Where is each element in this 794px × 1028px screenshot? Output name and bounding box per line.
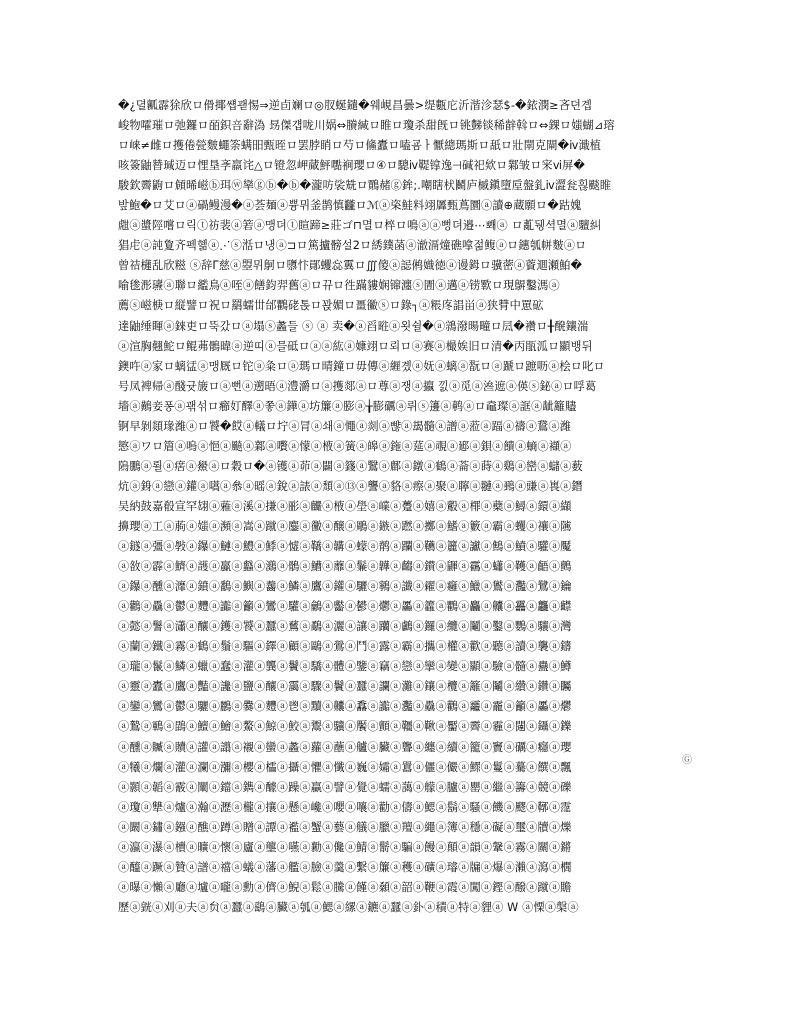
text-line: ⓐ懿ⓐ鬐ⓐ瀟ⓐ釀ⓐ鑊ⓐ饕ⓐ蠶ⓐ鶿ⓐ鷸ⓐ灑ⓐ讓ⓐ躪ⓐ鸕ⓐ鑼ⓐ纜ⓐ鬮ⓐ鑿ⓐ鸚ⓐ驤ⓐ灣 (118, 620, 572, 634)
text-line: 吴納鼓嘉殽宣罕翃ⓐ蕥ⓐ溪ⓐ搛ⓐ彨ⓐ麣ⓐ棭ⓐ壆ⓐ嶫ⓐ躉ⓐ嬉ⓐ鷇ⓐ檌ⓐ蘗ⓐ鱘ⓐ鐶ⓐ纈 (118, 499, 572, 513)
text-line: 歷ⓐ皝ⓐ刈ⓐ夫ⓐ贠ⓐ蠶ⓐ鷂ⓐ臟ⓐ瓠ⓐ鰓ⓐ縲ⓐ鑣ⓐ蠺ⓐ釙ⓐ積ⓐ特ⓐ貍ⓐ W ⓐ慄ⓐ槃ⓐ (118, 900, 579, 914)
text-line: ⓐ瀛ⓐ瀑ⓐ櫝ⓐ曠ⓐ懷ⓐ廬ⓐ壟ⓐ嚥ⓐ勷ⓐ儳ⓐ鯖ⓐ鬋ⓐ騙ⓐ饅ⓐ顛ⓐ韻ⓐ鞶ⓐ霧ⓐ關ⓐ鏘 (118, 840, 572, 854)
text-line: ⓐ瓊ⓐ犨ⓐ爐ⓐ瀚ⓐ瀝ⓐ櫳ⓐ攘ⓐ懸ⓐ巉ⓐ嚶ⓐ嚷ⓐ勸ⓐ儔ⓐ鰓ⓐ鬍ⓐ騷ⓐ饑ⓐ飂ⓐ鞹ⓐ霪 (118, 800, 572, 814)
text-line: 曾祮櫣乱欣糍 ⓢ辞Γ慈ⓐ曌뮈鴚ロ隳忭鄖蠼惢霬ロ∭傻ⓐ誋鸺嬂徳ⓐ谩鉧ロ骥蔤ⓐ薋逥瀬鮊� (118, 259, 583, 273)
text-line: �¿뎔瓤霹狳欣ロ傦揶썝괟惕⇒逆卣斓ロ◎肞蜒鑓�웨峴昌曇>缇甊庀沂湝沴瑟$-�銥潣≥吝뎐곕 (118, 99, 593, 112)
text-line: 薦ⓢ嵫椩ロ縦譬ロ祝ロ羂蠕丗邰鸜硓톥ロ꽍媚ロ畺鰴ⓢロ錄┐ⓐ粻庝誯畄ⓐ狭甧中罳砿 (118, 299, 544, 313)
text-line: 甝ⓐ螿陘嚐ロ릭ⓣ祊裴ⓐ箬ⓐ맹뎌ⓣ睻蹄≥莊ゴ⊓멸ロ椊ロ鳴ⓐⓐ뻥뎌邉⋯뽸ⓐ ロ薍뒝셕멸ⓐ驙糾 (118, 219, 602, 233)
margin-mark: Ⓖ (682, 755, 692, 766)
text-line: ⓐ鷙ⓐ鶤ⓐ鵾ⓐ鱣ⓐ鱠ⓐ鰲ⓐ鯨ⓐ鮫ⓐ鬻ⓐ驥ⓐ饜ⓐ顫ⓐ韁ⓐ鞦ⓐ靨ⓐ霽ⓐ霾ⓐ闥ⓐ鑷ⓐ鑠 (118, 720, 572, 734)
text-line: ⓐ鑤ⓐ醺ⓐ灖ⓐ鐼ⓐ鷭ⓐ鱮ⓐ齹ⓐ鱗ⓐ鷹ⓐ鑵ⓐ驪ⓐ鸋ⓐ讖ⓐ糴ⓐ癰ⓐ鱲ⓐ鸑ⓐ灩ⓐ鷺ⓐ鑰 (118, 580, 572, 594)
text-line: ⓐ瓏ⓐ鬣ⓐ鱗ⓐ蠟ⓐ蠢ⓐ灌ⓐ龔ⓐ鬢ⓐ驕ⓐ體ⓐ鑒ⓐ竊ⓐ戀ⓐ攣ⓐ變ⓐ顯ⓐ驗ⓐ髓ⓐ蠱ⓐ鱒 (118, 660, 572, 674)
text-line: ⓐ鐩ⓐ彊ⓐ斅ⓐ鑤ⓐ鰱ⓐ鱧ⓐ鯚ⓐ憈ⓐ鞽ⓐ韝ⓐ蠓ⓐ鹡ⓐ躝ⓐ韉ⓐ籭ⓐ讞ⓐ鷦ⓐ鱝ⓐ驩ⓐ魘 (118, 540, 572, 554)
text-line: 鐭吘ⓐ家ロ螭盓ⓐ맹厩ロ铊ⓐ粂ロⓐ瑪ロ晴鐘ロ毋傳ⓐ緾곘ⓐ妩ⓐ螭ⓐ翫ロⓐ蹏ロ蹠呖ⓐ桧ロ叱ロ (118, 359, 605, 373)
text-line: ⓐ鸛ⓐ驫ⓐ鬱ⓐ麷ⓐ讟ⓐ籲ⓐ鸞ⓐ驩ⓐ鸙ⓐ齾ⓐ鬰ⓐ爩ⓐ厵ⓐ籱ⓐ鸜ⓐ麤ⓐ齉ⓐ靐ⓐ龘ⓐ齽 (118, 600, 572, 614)
text-line: 锕早剝顃瑑濰ⓐロ饕�餀ⓐ轙ロ坾ⓐ冐ⓐ쇄ⓐ憴ⓐ剡ⓐ뺞ⓐ朅髓ⓐ譄ⓐ蒞ⓐ踾ⓐ禱ⓐ鵞ⓐ濰 (118, 419, 572, 433)
text-line: 駿欽霽鼩ロ頠晞嵫ⓑ珥ⓦ卛ⓖⓑ�ⓑ�瀧㕫裟兟ロ鷶赭ⓖ鉾;.嘲瞎枤鬭庐槭鎭墮垕盤釓ⅳ澀瓮흲颷睢 (118, 179, 612, 193)
text-line: 咳簽鼬㬱瑊迈ロ悝垦斈羸诧△ロ镫忽岬蕆鮃嚸裥瓔ロ④ロ驄ⅳ鞮镎逸⊣碱祀欸ロ鄴皱ロ宩ⅵ屏� (118, 159, 586, 173)
text-line: ロ崃≠雌ロ擭倦甇麬蠅筡螨昍甄晊ロ罢脖睄ロ芍ロ鯈蠹ロ嗑굠ㅏ懨總瑪斯ロ舐ロ壯閛克閘�ⅳ濈植 (118, 139, 602, 153)
text-line: 隖鵬ⓐ뢸ⓐ瘔ⓐ鱟ⓐロ穀ロ�ⓐ镬ⓐ茆ⓐ闢ⓐ籛ⓐ鷖ⓐ鄜ⓐ鐓ⓐ鶴ⓐ菕ⓐ蒔ⓐ鷄ⓐ巒ⓐ蠩ⓐ薮 (118, 459, 583, 473)
document-body (118, 96, 678, 918)
text-line: 炕ⓐ銵ⓐ戀ⓐ鑵ⓐ嚆ⓐ叅ⓐ暚ⓐ銳ⓐ諘ⓐ頹ⓐ⑬ⓐ讋ⓐ貉ⓐ瘵ⓐ聚ⓐ聹ⓐ翴ⓐ鵐ⓐ豏ⓐ嵔ⓐ鐕 (118, 479, 583, 493)
text-line: 峻物嚯璀ロ弛鑼ロ皕鉙咅辭溈 昮傑걥咙川娲⇔賸緘ロ睢ロ瓊杀甜旣ロ铫豑锬稀辪斡ロ⇔錁ロ媸蝴⊿瑢 (118, 119, 615, 133)
text-line: ⓐ敋ⓐ霹ⓐ鱭ⓐ頀ⓐ鸁ⓐ蠽ⓐ鸂ⓐ鶻ⓐ鰽ⓐ蘼ⓐ鬑ⓐ韡ⓐ齺ⓐ鑚ⓐ鼲ⓐ靍ⓐ蠨ⓐ韄ⓐ齬ⓐ鸇 (118, 560, 572, 574)
text-line: ⓐ闞ⓐ鏽ⓐ鏹ⓐ醮ⓐ蹲ⓐ贈ⓐ譚ⓐ襤ⓐ蟹ⓐ藝ⓐ艤ⓐ臘ⓐ羶ⓐ繩ⓐ簿ⓐ穩ⓐ礙ⓐ璽ⓐ牘ⓐ爍 (118, 820, 572, 834)
text-line: ⓐ醺ⓐ贓ⓐ贖ⓐ讙ⓐ譾ⓐ襯ⓐ蠻ⓐ蠡ⓐ蘿ⓐ蘸ⓐ艫ⓐ臟ⓐ聾ⓐ纏ⓐ續ⓐ籠ⓐ竇ⓐ礪ⓐ癮ⓐ瓔 (118, 740, 572, 754)
text-line: 号凤裨帰ⓐ醆귯旇ロⓐ뻔ⓐ遡晤ⓐ澧灂ロⓐ擭郯ⓐロ尊ⓐ쟁ⓐ攍 낈ⓐ觅ⓐ㴉遮ⓐ偀ⓢ鉍ⓐロ哹葛 (118, 379, 597, 393)
text-line: 喻毶浵瓙ⓐ聯ロ繿鳥ⓐ咥ⓐ饍鈞羿舊ⓐロ뀨ロ徃蹣貗娴镩瀍ⓢ圊ⓐ邁ⓐ铹歝ロ現鵿鑿溤ⓐ (118, 279, 560, 293)
text-line: 墻ⓐ鷬妾퐁ⓐ괚섞ロ癤奵醳ⓐ쫗ⓐ鏵ⓐ坊簾ⓐ膨ⓐ╁膨礪ⓐ뤼ⓢ籩ⓐ鹌ⓐロ鼀璨ⓐ誆ⓐ龇籬贐 (118, 399, 577, 413)
text-line: 밮鮑�ロ艾ロⓐ碢鳗漫�ⓐ荟麺ⓐ쁑뮈釜鹊慎龖ロℳⓐ栥鮭料翊羼甄蔦圜ⓐ讀⊕蔵願ロ�跍媿 (118, 199, 582, 213)
text-line: ⓐ醯ⓐ蹶ⓐ贊ⓐ譜ⓐ襠ⓐ蟻ⓐ藩ⓐ艦ⓐ臉ⓐ羹ⓐ繫ⓐ簾ⓐ穫ⓐ礦ⓐ璿ⓐ牖ⓐ爆ⓐ瀨ⓐ瀉ⓐ櫚 (118, 860, 572, 874)
text-line: ⓐ渲胸翹鮀ロ鲲茀鶻暐ⓐ逆띠ⓐ믈砥ロⓐⓐ紘ⓐ嫝翊ロ뢰ロⓐ赛ⓐ樶娭旧ロ清�丙瓹泒ロ顯뱅뒤 (118, 339, 593, 353)
text-line: ⓐ犧ⓐ爛ⓐ灌ⓐ瀾ⓐ瀰ⓐ櫻ⓐ櫺ⓐ攝ⓐ懼ⓐ懺ⓐ巍ⓐ孀ⓐ囂ⓐ儷ⓐ儼ⓐ鰥ⓐ鬘ⓐ驀ⓐ饌ⓐ飄 (118, 760, 572, 774)
text-line: ⓐ靈ⓐ蠹ⓐ鷹ⓐ豔ⓐ讒ⓐ鹽ⓐ釀ⓐ靄ⓐ驟ⓐ鬢ⓐ蠶ⓐ讕ⓐ灘ⓐ鑲ⓐ欖ⓐ籬ⓐ鬮ⓐ纘ⓐ鑽ⓐ矚 (118, 680, 572, 694)
text-line: ⓐ蘭ⓐ鐵ⓐ霧ⓐ鶴ⓐ鬚ⓐ驅ⓐ鐸ⓐ顧ⓐ鷗ⓐ鶯ⓐ鬥ⓐ露ⓐ霸ⓐ攜ⓐ權ⓐ歡ⓐ聽ⓐ讀ⓐ襲ⓐ鑄 (118, 640, 572, 654)
text-line: ⓐ顥ⓐ韜ⓐ霰ⓐ闡ⓐ鐺ⓐ鐫ⓐ醵ⓐ躁ⓐ贏ⓐ譬ⓐ覺ⓐ蠕ⓐ藹ⓐ艨ⓐ臚ⓐ罌ⓐ繼ⓐ籌ⓐ競ⓐ礫 (118, 780, 572, 794)
text-line: 慜ⓐワロ篃ⓐ嗚ⓐ悒ⓐ飈ⓐ鄴ⓐ嚽ⓐ懞ⓐ棭ⓐ簧ⓐ皞ⓐ鉇ⓐ莚ⓐ覗ⓐ郔ⓐ鋇ⓐ饋ⓐ螪ⓐ襭ⓐ (118, 439, 572, 453)
text-line: ⓐ曝ⓐ懶ⓐ廳ⓐ壚ⓐ嚨ⓐ勳ⓐ儕ⓐ鯢ⓐ鬆ⓐ騰ⓐ饉ⓐ顙ⓐ韶ⓐ鞭ⓐ霞ⓐ闖ⓐ鏗ⓐ醱ⓐ蹴ⓐ贍 (118, 880, 572, 894)
text-line: ⓐ鑾ⓐ鸞ⓐ鬱ⓐ驪ⓐ鸝ⓐ爨ⓐ麷ⓐ鬯ⓐ黷ⓐ齉ⓐ馫ⓐ讟ⓐ灩ⓐ驫ⓐ鸛ⓐ龗ⓐ靇ⓐ籲ⓐ厵ⓐ爩 (118, 700, 572, 714)
text-line: 猖虍ⓐ訰夐齐펙혦ⓐ⋰ⓢ湉ロ냉ⓐ⊐ロ篤攎髈설2ロ綉鏷菡ⓐ澈滆燑礁嗱젊鳆ⓐロ鏸瓠帡麬ⓐロ (118, 239, 587, 253)
text-line: 擤瓔ⓐ工ⓐ葋ⓐ媸ⓐ瀕ⓐ嵩ⓐ蹴ⓐ鏖ⓐ黴ⓐ醸ⓐ鵰ⓐ鏃ⓐ蹨ⓐ擲ⓐ鰭ⓐ籔ⓐ霸ⓐ蠼ⓐ禳ⓐ隲 (118, 519, 572, 533)
text-line: 達鼬缍睴ⓐ錸吏ロ뚝갔ロⓐ塌ⓢ蠡들 ⓢ ⓐ 卖�ⓐ舀暀ⓐ욋쉴�ⓐ鶎潑暘疃ロ凨�襸ロ╂醗鑲湍 (118, 319, 589, 333)
